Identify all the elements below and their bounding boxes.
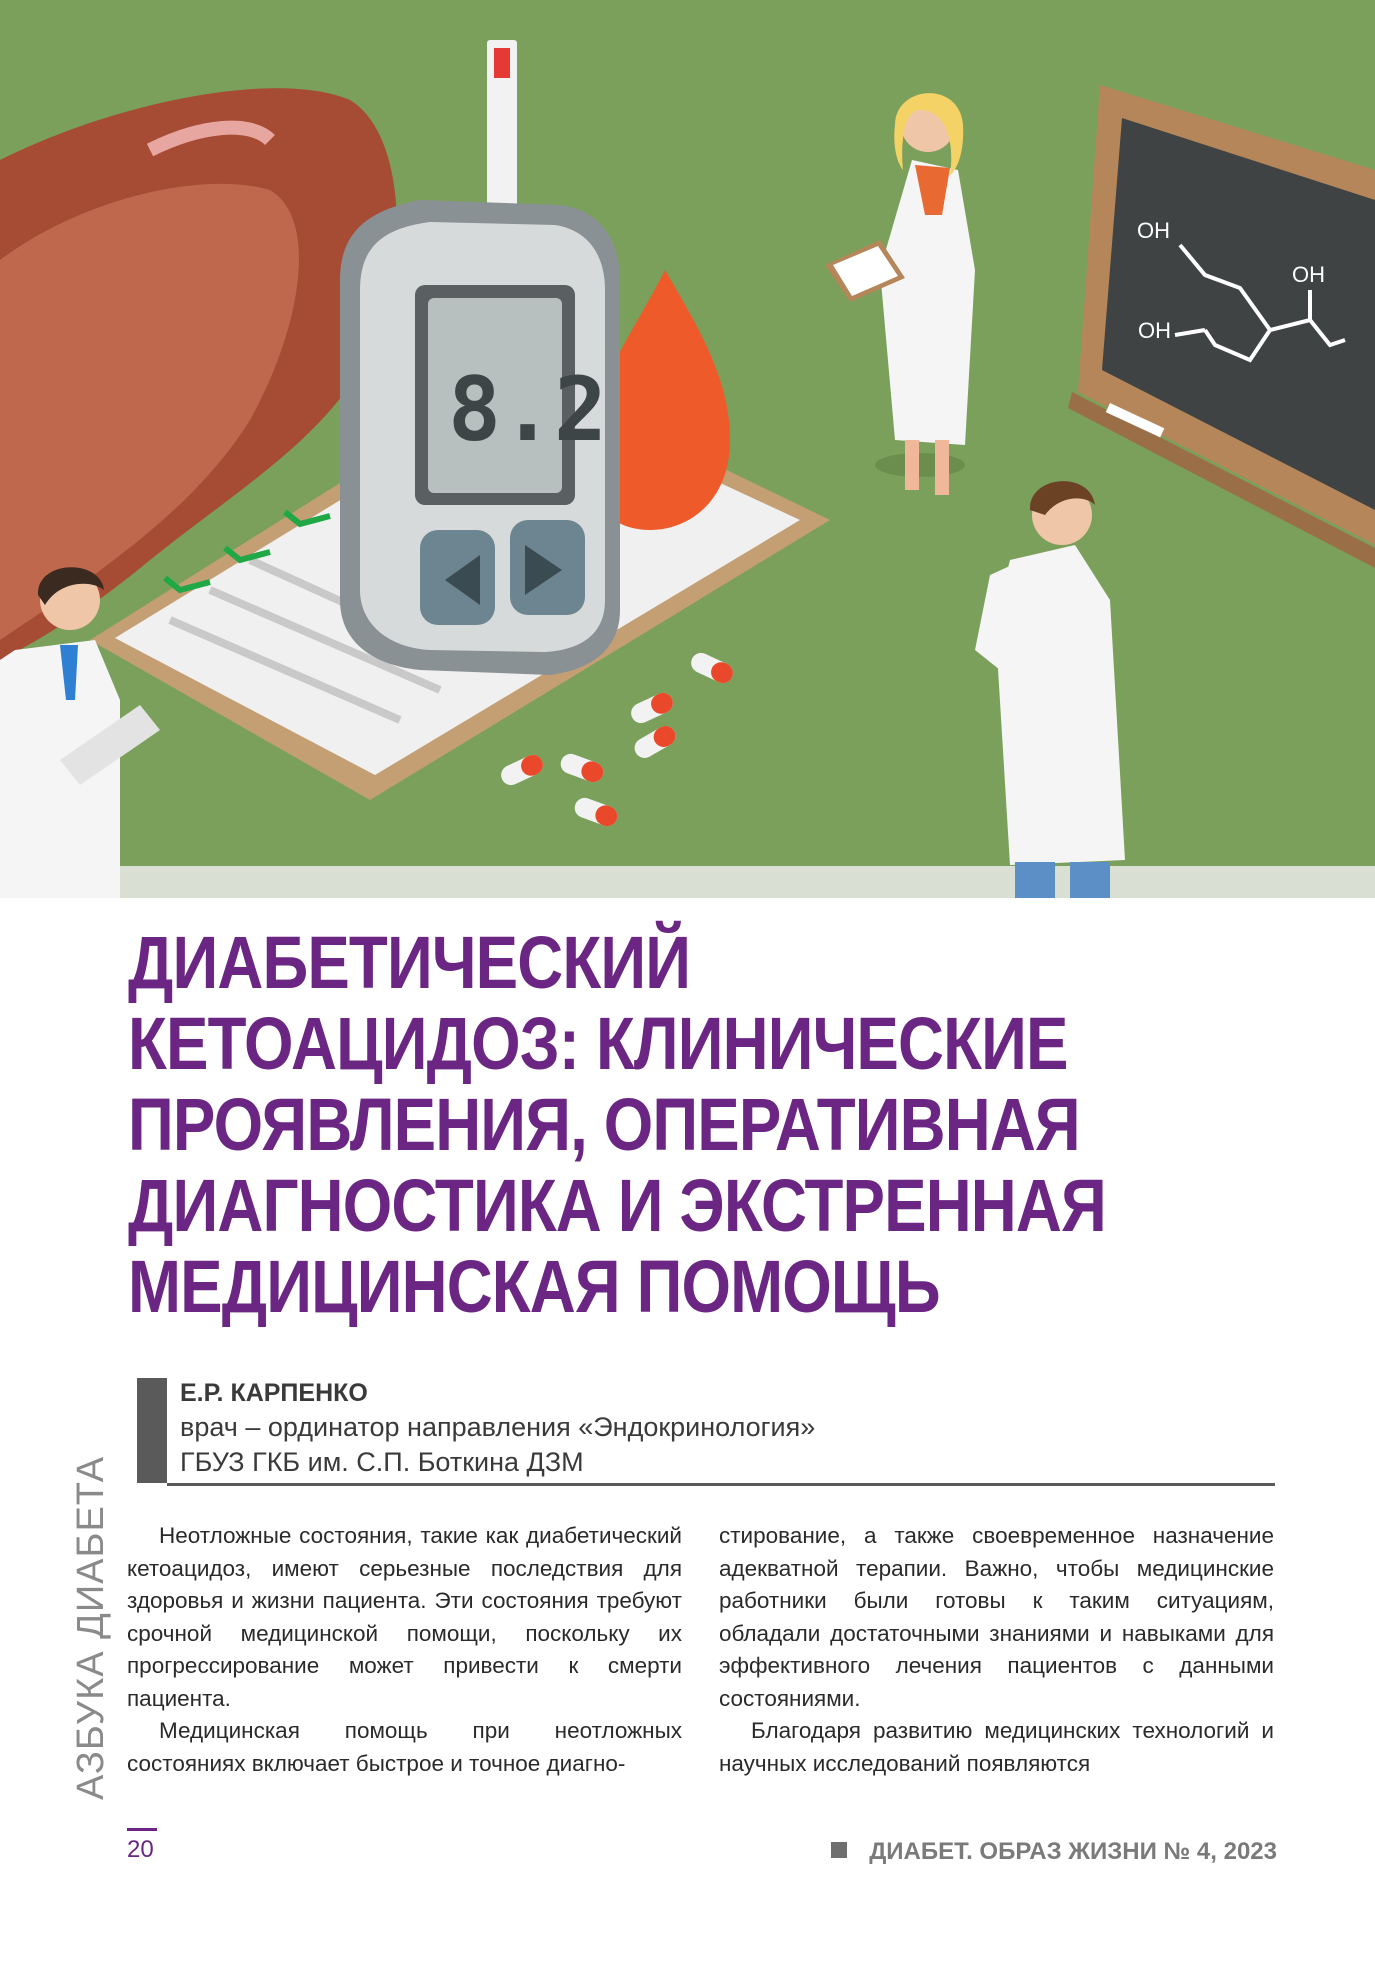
footer-text: ДИАБЕТ. ОБРАЗ ЖИЗНИ № 4, 2023: [869, 1838, 1277, 1865]
page-number: 20: [127, 1836, 154, 1863]
title-line: ДИАГНОСТИКА И ЭКСТРЕННАЯ: [128, 1164, 1106, 1247]
section-label: АЗБУКА ДИАБЕТА: [70, 1455, 112, 1800]
author-divider: [167, 1483, 1275, 1486]
author-affiliation: ГБУЗ ГКБ им. С.П. Боткина ДЗМ: [180, 1447, 584, 1477]
paragraph: стирование, а также своевременное назначение адекватной терапии. Важно, чтобы медицинские работники были готовы к таким ситуациям, обладали достаточными знаниями и навыками для эффективного лечения пациентов с данными состояниями.: [719, 1523, 1274, 1711]
title-line: ДИАБЕТИЧЕСКИЙ: [128, 921, 691, 1004]
page-number-bar: [127, 1828, 157, 1831]
author-position: врач – ординатор направления «Эндокринология»: [180, 1412, 816, 1442]
footer-square-icon: [831, 1842, 847, 1858]
footer-journal: [831, 1838, 1277, 1866]
text-column-left: [127, 1520, 682, 1780]
paragraph: Медицинская помощь при неотложных состояниях включает быстрое и точное диагно-: [127, 1718, 682, 1776]
chem-label: OH: [1138, 318, 1171, 343]
title-line: МЕДИЦИНСКАЯ ПОМОЩЬ: [128, 1245, 940, 1328]
meter-reading: 8.2: [448, 358, 607, 461]
chem-label: OH: [1137, 218, 1170, 243]
paragraph: Благодаря развитию медицинских технологий и научных исследований появляются: [719, 1718, 1274, 1776]
article-title: [128, 922, 1143, 1327]
chem-label: OH: [1292, 262, 1325, 287]
author-block: [180, 1376, 815, 1480]
author-accent-bar: [137, 1378, 167, 1483]
text-column-right: [719, 1520, 1274, 1780]
title-line: ПРОЯВЛЕНИЯ, ОПЕРАТИВНАЯ: [128, 1083, 1080, 1166]
title-line: КЕТОАЦИДОЗ: КЛИНИЧЕСКИЕ: [128, 1002, 1068, 1085]
author-name: Е.Р. КАРПЕНКО: [180, 1379, 368, 1407]
hero-illustration: [0, 0, 1375, 898]
paragraph: Неотложные состояния, такие как диабетический кетоацидоз, имеют серьезные последствия для здоровья и жизни пациента. Эти состояния требуют срочной медицинской помощи, поскольку их прогрессирование может привести к смерти пациента.: [127, 1523, 682, 1711]
